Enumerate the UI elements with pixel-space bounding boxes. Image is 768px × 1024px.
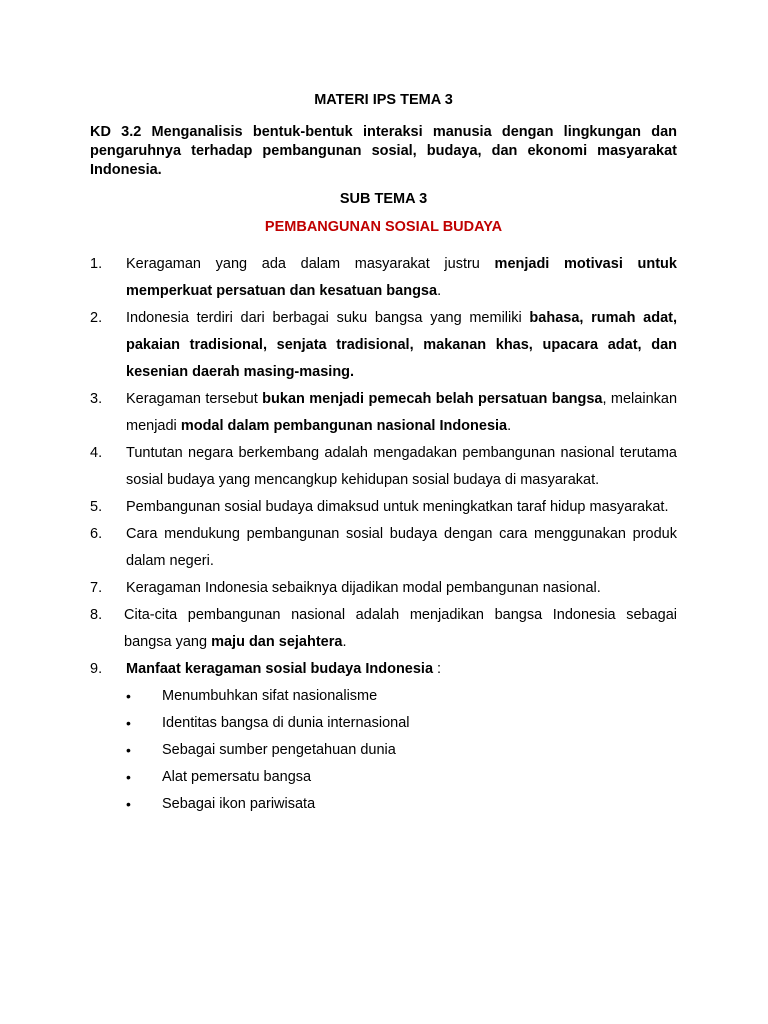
- list-number: 9.: [90, 661, 103, 677]
- subtema-heading: SUB TEMA 3: [339, 191, 428, 207]
- list-item: [90, 386, 677, 440]
- bullet-item: [90, 791, 677, 818]
- item-text: Pembangunan sosial budaya dimaksud untuk meningkatkan taraf hidup masyarakat.: [126, 499, 669, 515]
- bullet-text: Sebagai sumber pengetahuan dunia: [162, 742, 396, 758]
- list-number: 1.: [90, 256, 103, 272]
- list-number: 7.: [90, 580, 103, 596]
- list-number: 4.: [90, 445, 103, 461]
- item-bold-text: modal dalam pembangunan nasional Indonesia: [180, 418, 508, 434]
- item-text: .: [342, 634, 347, 650]
- bullet-text: Alat pemersatu bangsa: [162, 769, 312, 785]
- numbered-list: [90, 251, 677, 683]
- bullet-text: Menumbuhkan sifat nasionalisme: [162, 688, 378, 704]
- item-text: Cita-cita pembangunan nasional adalah menjadikan bangsa Indonesia sebagai bangsa yang: [124, 607, 677, 650]
- bullet-item: [90, 764, 677, 791]
- list-number: 3.: [90, 391, 103, 407]
- list-number: 2.: [90, 310, 103, 326]
- item-bold-text: maju dan sejahtera: [211, 634, 343, 650]
- item-text: .: [437, 283, 442, 299]
- list-item: [90, 656, 677, 683]
- item-text: Tuntutan negara berkembang adalah mengadakan pembangunan nasional terutama sosial budaya yang mencangkup kehidupan sosial budaya di masyarakat.: [126, 445, 677, 488]
- bullet-item: [90, 737, 677, 764]
- bullet-text: Identitas bangsa di dunia internasional: [162, 715, 410, 731]
- document-page: [90, 92, 677, 818]
- list-item: [90, 521, 677, 575]
- bullet-item: [90, 683, 677, 710]
- bullet-icon: •: [126, 715, 131, 731]
- item-text: , melainkan menjadi: [126, 391, 678, 434]
- list-number: 8.: [90, 607, 103, 623]
- bullet-icon: •: [126, 688, 131, 704]
- kd-statement: KD 3.2 Menganalisis bentuk-bentuk interaksi manusia dengan lingkungan dan pengaruhnya terhadap pembangunan sosial, budaya, dan ekonomi masyarakat Indonesia.: [90, 124, 677, 178]
- item-text: Keragaman Indonesia sebaiknya dijadikan modal pembangunan nasional.: [126, 580, 601, 596]
- list-item: [90, 575, 677, 602]
- list-item: [90, 251, 677, 305]
- list-item: [90, 602, 677, 656]
- bullet-list: [90, 683, 677, 818]
- subtema-title: PEMBANGUNAN SOSIAL BUDAYA: [264, 219, 503, 235]
- document-title: MATERI IPS TEMA 3: [314, 92, 453, 108]
- list-item: [90, 440, 677, 494]
- item-text: :: [433, 661, 442, 677]
- item-text: Indonesia terdiri dari berbagai suku bangsa yang memiliki: [126, 310, 530, 326]
- list-number: 6.: [90, 526, 103, 542]
- bullet-icon: •: [126, 742, 131, 758]
- list-number: 5.: [90, 499, 103, 515]
- list-item: [90, 305, 677, 386]
- item-bold-text: Manfaat keragaman sosial budaya Indonesia: [126, 661, 434, 677]
- bullet-icon: •: [126, 769, 131, 785]
- item-text: Keragaman tersebut: [126, 391, 263, 407]
- item-text: Cara mendukung pembangunan sosial budaya dengan cara menggunakan produk dalam negeri.: [126, 526, 677, 569]
- item-bold-text: menjadi motivasi untuk memperkuat persatuan dan kesatuan bangsa: [126, 256, 677, 299]
- bullet-text: Sebagai ikon pariwisata: [162, 796, 316, 812]
- item-text: Keragaman yang ada dalam masyarakat justru: [126, 256, 495, 272]
- item-bold-text: bukan menjadi pemecah belah persatuan bangsa: [262, 391, 603, 407]
- bullet-icon: •: [126, 796, 131, 812]
- item-text: .: [507, 418, 512, 434]
- list-item: [90, 494, 677, 521]
- item-bold-text: bahasa, rumah adat, pakaian tradisional, senjata tradisional, makanan khas, upacara adat, dan kesenian daerah masing-masing.: [126, 310, 677, 380]
- bullet-item: [90, 710, 677, 737]
